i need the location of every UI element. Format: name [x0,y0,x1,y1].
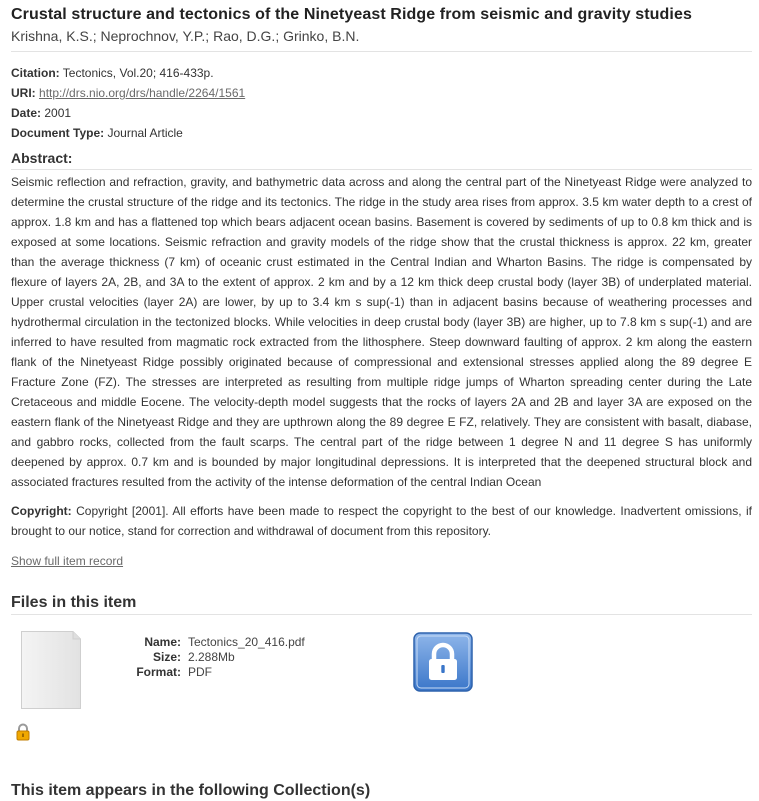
date-row [11,103,752,123]
date-label: Date: [11,106,42,120]
file-name-label: Name: [144,635,181,649]
metadata-block [11,63,752,143]
doctype-label: Document Type: [11,126,105,140]
file-name-value: Tectonics_20_416.pdf [188,635,305,649]
files-heading: Files in this item [11,594,137,611]
show-full-record-link[interactable]: Show full item record [11,554,124,568]
file-size-value: 2.288Mb [188,650,235,664]
divider [11,169,752,170]
citation-value: Tectonics, Vol.20; 416-433p. [62,66,214,80]
copyright-block [11,501,752,541]
file-format-label: Format: [136,665,181,679]
restricted-access-lock-icon[interactable] [413,632,473,692]
doctype-value: Journal Article [107,126,183,140]
abstract-text: Seismic reflection and refraction, gravity, and bathymetric data across and along the central part of the Ninetyeast Ridge were analyzed to determine the crustal structure of the ridge and its tectonics. The ridge in the study area rises from approx. 3.5 km water depth to a crest of approx. 1.8 km and has a flattened top which bears adjacent ocean basins. Basement is covered by sediments of up to 0.8 km thick and is exposed at some locations. Seismic refraction and gravity models of the ridge show that the crustal thickness is approx. 22 km, greater than the average thickness (7 km) of oceanic crust estimated in the Central Indian and Wharton Basins. The ridge is compensated by flexure of layers 2A, 2B, and 3A to the extent of approx. 2 km and by a 12 km thick deep crustal body (layer 3B) of underplated material. Upper crustal velocities (layer 2A) are lower, by up to 3.4 km s sup(-1) than in adjacent basins because of weathering processes and hydrothermal circulation in the tectonized blocks. While velocities in deep crustal body (layer 3B) are higher, up to 7.8 km s sup(-1) and are inferred to have resulted from magmatic rock extracted from the lithosphere. Steep downward faulting of approx. 2 km along the eastern flank of the Ninetyeast Ridge possibly originated because of compressional and extensional stresses applied along the 89 degree E Fracture Zone (FZ). The stresses are interpreted as resulting from multiple ridge jumps of Wharton spreading center during the Late Cretaceous and middle Eocene. The velocity-depth model suggests that the rocks of layers 2A and 2B and layer 3A are exposed on the eastern flank of the Ninetyeast Ridge and they are upthrown along the 89 degree E FZ, relatively. They are consistent with basalt, diabase, and gabbro rocks, collected from the fault scarps. The central part of the ridge between 1 degree N and 11 degree S has uniformly deepened by approx. 0.7 km and is bounded by major longitudinal depressions. It is interpreted that the deepened structural block and associated fractures resulted from the activity of the intense deformation of the central Indian Ocean [11,175,752,489]
abstract-heading: Abstract: [11,150,73,166]
file-format-row [111,665,305,680]
collections-heading: This item appears in the following Collection(s) [11,782,371,799]
date-value: 2001 [44,106,72,120]
file-format-value: PDF [188,665,212,679]
document-thumbnail-icon[interactable] [21,631,81,709]
divider [11,51,752,52]
file-size-label: Size: [152,650,181,664]
show-full-record [11,553,752,569]
uri-row [11,83,752,103]
page-title: Crustal structure and tectonics of the Ninetyeast Ridge from seismic and gravity studies [11,6,692,23]
citation-label: Citation: [11,66,60,80]
padlock-icon [15,723,31,741]
files-section [11,621,752,761]
doctype-row [11,123,752,143]
copyright-label: Copyright: [11,504,72,518]
uri-link[interactable]: http://drs.nio.org/drs/handle/2264/1561 [39,86,246,100]
file-name-row [111,635,305,650]
item-view [11,0,752,761]
divider [11,614,752,615]
citation-row [11,63,752,83]
copyright-text: Copyright [2001]. All efforts have been made to respect the copyright to the best of our knowledge. Inadvertent omissions, if brought to our notice, stand for correction and withdrawal of document from this repository. [11,504,752,538]
file-info [111,635,305,680]
file-size-row [111,650,305,665]
authors: Krishna, K.S.; Neprochnov, Y.P.; Rao, D.G.; Grinko, B.N. [11,28,360,44]
uri-label: URI: [11,86,36,100]
